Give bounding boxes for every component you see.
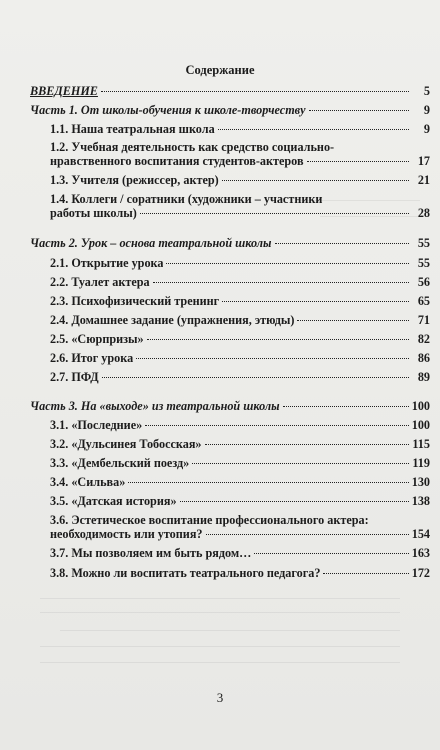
toc-entry-2-7[interactable] [50,370,430,384]
toc-entry-title: 2.5. «Сюрпризы» [50,332,144,346]
toc-entry-2-1[interactable] [50,256,430,270]
toc-entry-title: Часть 2. Урок – основа театральной школы [30,236,272,250]
toc-entry-page: 100 [411,418,430,432]
toc-entry-page: 163 [411,546,430,560]
toc-entry-title: 2.1. Открытие урока [50,256,164,270]
toc-entry-page: 119 [412,456,430,470]
toc-entry-page: 154 [411,527,430,541]
toc-entry-page: 55 [417,236,430,250]
toc-entry-page: 86 [417,351,430,365]
toc-entry-2-6[interactable] [50,351,430,365]
toc-entry-page: 21 [417,173,430,187]
toc-entry-title: 3.1. «Последние» [50,418,143,432]
toc-entry-page: 130 [411,475,430,489]
toc-entry-2-4[interactable] [50,313,430,327]
toc-entry-page: 71 [417,313,430,327]
toc-entry-title: Часть 3. На «выходе» из театральной школы [30,399,280,413]
dot-leader [297,320,409,321]
toc-entry-introduction[interactable] [30,84,430,98]
toc-entry-2-2[interactable] [50,275,430,289]
dot-leader [206,534,409,535]
toc-entry-page: 55 [417,256,430,270]
toc-entry-page: 5 [423,84,430,98]
dot-leader [180,501,409,502]
toc-entry-page: 56 [417,275,430,289]
toc-entry-3-4[interactable] [50,475,430,489]
toc-entry-page: 9 [423,103,430,117]
dot-leader [309,110,409,111]
dot-leader [166,263,409,264]
toc-entry-page: 28 [417,206,430,220]
toc-entry-page: 65 [417,294,430,308]
toc-entry-3-7[interactable] [50,546,430,560]
dot-leader [323,573,408,574]
toc-entry-page: 138 [411,494,430,508]
toc-entry-title: 2.6. Итог урока [50,351,134,365]
page-number: 3 [216,690,224,705]
dot-leader [205,444,409,445]
toc-entry-title: 1.1. Наша театральная школа [50,122,215,136]
toc-entry-title-line: нравственного воспитания студентов-актеров [50,154,304,168]
toc-entry-2-5[interactable] [50,332,430,346]
toc-entry-page: 100 [411,399,430,413]
toc-entry-1-3[interactable] [50,173,430,187]
toc-entry-page: 9 [423,122,430,136]
toc-entry-title: Часть 1. От школы-обучения к школе-творчеству [30,103,306,117]
toc-entry-2-3[interactable] [50,294,430,308]
toc-entry-title-line: необходимость или утопия? [50,527,203,541]
toc-entry-title: 3.4. «Сильва» [50,475,126,489]
dot-leader [147,339,409,340]
toc-entry-page: 82 [417,332,430,346]
toc-entry-page: 172 [411,566,430,580]
dot-leader [145,425,409,426]
toc-entry-part-3[interactable] [30,399,430,413]
dot-leader [283,406,409,407]
dot-leader [222,301,409,302]
toc-entry-part-2[interactable] [30,236,430,250]
toc-entry-title: 1.3. Учителя (режиссер, актер) [50,173,219,187]
dot-leader [140,213,409,214]
toc-entry-title: 2.4. Домашнее задание (упражнения, этюды) [50,313,295,327]
toc-entry-title: 3.3. «Дембельский поезд» [50,456,190,470]
toc-entry-3-8[interactable] [50,566,430,580]
dot-leader [307,161,409,162]
toc-entry-title-line: 3.6. Эстетическое воспитание профессионального актера: [50,513,369,527]
page-title: Содержание [185,63,255,77]
toc-entry-1-2[interactable] [50,140,430,168]
toc-entry-3-3[interactable] [50,456,430,470]
toc-entry-title-line: работы школы) [50,206,137,220]
toc-entry-title-line: 1.2. Учебная деятельность как средство социально- [50,140,335,154]
toc-entry-3-2[interactable] [50,437,430,451]
dot-leader [153,282,409,283]
toc-entry-3-6[interactable] [50,513,430,541]
dot-leader [222,180,409,181]
dot-leader [192,463,409,464]
toc-entry-title: 3.8. Можно ли воспитать театрального педагога? [50,566,321,580]
toc-entry-page: 17 [417,154,430,168]
toc-entry-1-4[interactable] [50,192,430,220]
toc-entry-title: 2.2. Туалет актера [50,275,150,289]
toc-entry-title: 3.2. «Дульсинея Тобосская» [50,437,202,451]
dot-leader [136,358,409,359]
dot-leader [218,129,409,130]
dot-leader [101,91,409,92]
toc-entry-title: 2.7. ПФД [50,370,99,384]
toc-entry-page: 115 [412,437,430,451]
toc-entry-3-5[interactable] [50,494,430,508]
dot-leader [254,553,408,554]
toc-entry-title: ВВЕДЕНИЕ [30,84,98,98]
toc-entry-3-1[interactable] [50,418,430,432]
dot-leader [102,377,409,378]
toc-entry-page: 89 [417,370,430,384]
toc-entry-title: 2.3. Психофизический тренинг [50,294,220,308]
toc-entry-title: 3.7. Мы позволяем им быть рядом… [50,546,252,560]
dot-leader [275,243,409,244]
toc-entry-title: 3.5. «Датская история» [50,494,177,508]
dot-leader [128,482,408,483]
toc-entry-1-1[interactable] [50,122,430,136]
toc-entry-title-line: 1.4. Коллеги / соратники (художники – участники [50,192,323,206]
toc-entry-part-1[interactable] [30,103,430,117]
